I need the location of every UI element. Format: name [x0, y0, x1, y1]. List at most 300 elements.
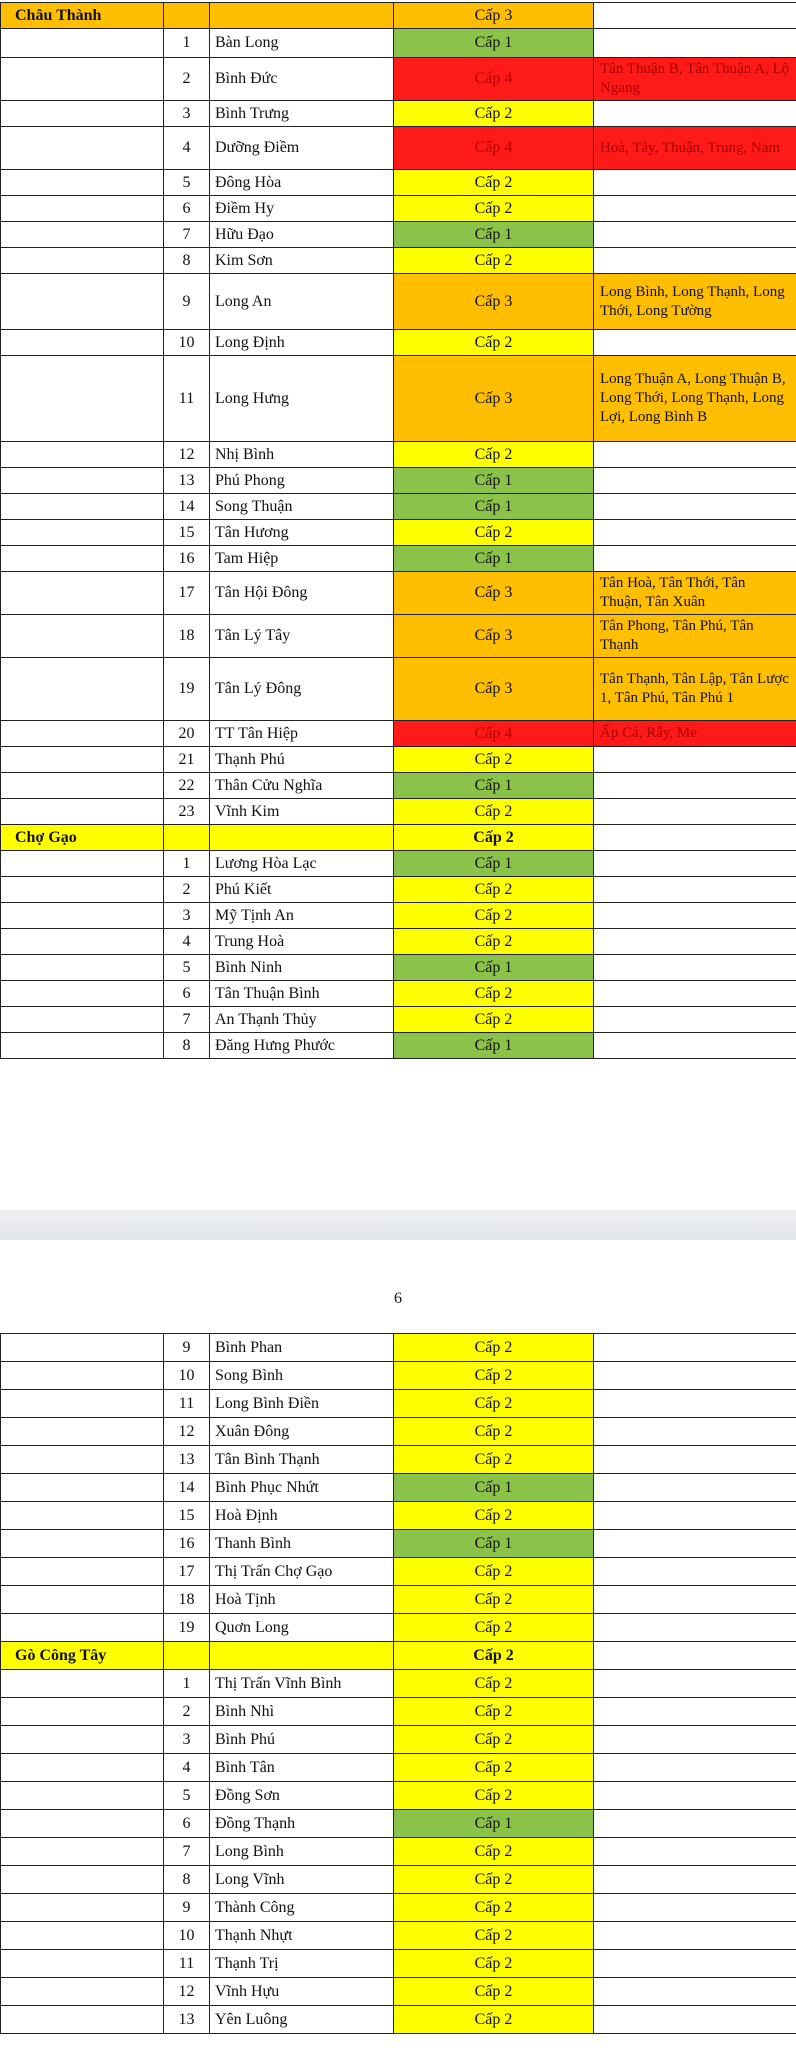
- table-row: [1, 658, 796, 721]
- risk-level: Cấp 3: [394, 274, 594, 330]
- table-row: [1, 851, 796, 877]
- table-row: [1, 799, 796, 825]
- row-number: 9: [164, 274, 210, 330]
- row-blank-district: [1, 1530, 164, 1558]
- commune-name: Long Vĩnh: [210, 1866, 394, 1894]
- district-header-row: [1, 3, 796, 29]
- commune-name: Thành Công: [210, 1894, 394, 1922]
- row-number: 8: [164, 1866, 210, 1894]
- affected-hamlets: [594, 1922, 796, 1950]
- risk-level: Cấp 2: [394, 330, 594, 356]
- table-row: [1, 1418, 796, 1446]
- row-blank-district: [1, 1726, 164, 1754]
- affected-hamlets: Long Bình, Long Thạnh, Long Thới, Long Tường: [594, 274, 796, 330]
- row-number: 18: [164, 615, 210, 658]
- row-blank-district: [1, 1558, 164, 1586]
- row-blank-district: [1, 468, 164, 494]
- risk-level: Cấp 2: [394, 1698, 594, 1726]
- risk-level: Cấp 2: [394, 520, 594, 546]
- table-row: [1, 101, 796, 127]
- row-blank-district: [1, 1922, 164, 1950]
- row-number: 2: [164, 58, 210, 101]
- table-row: [1, 773, 796, 799]
- row-number: 3: [164, 101, 210, 127]
- row-number: 7: [164, 1007, 210, 1033]
- risk-level: Cấp 1: [394, 851, 594, 877]
- risk-level: Cấp 4: [394, 127, 594, 170]
- risk-level: Cấp 2: [394, 1007, 594, 1033]
- affected-hamlets: [594, 1894, 796, 1922]
- affected-hamlets: [594, 903, 796, 929]
- row-number: 11: [164, 1390, 210, 1418]
- row-blank-district: [1, 1810, 164, 1838]
- district-blank-name: [210, 825, 394, 851]
- row-number: 15: [164, 520, 210, 546]
- risk-level: Cấp 2: [394, 170, 594, 196]
- row-blank-district: [1, 903, 164, 929]
- table-row: [1, 520, 796, 546]
- row-blank-district: [1, 330, 164, 356]
- commune-name: Tân Bình Thạnh: [210, 1446, 394, 1474]
- risk-level: Cấp 3: [394, 615, 594, 658]
- row-number: 1: [164, 851, 210, 877]
- commune-name: Long Hưng: [210, 356, 394, 442]
- row-number: 12: [164, 442, 210, 468]
- row-number: 12: [164, 1978, 210, 2006]
- table-row: [1, 29, 796, 58]
- row-blank-district: [1, 1390, 164, 1418]
- row-number: 17: [164, 1558, 210, 1586]
- affected-hamlets: [594, 1390, 796, 1418]
- row-number: 15: [164, 1502, 210, 1530]
- table-row: [1, 1558, 796, 1586]
- affected-hamlets: [594, 1558, 796, 1586]
- commune-name: Tam Hiệp: [210, 546, 394, 572]
- district-blank-name: [210, 1642, 394, 1670]
- affected-hamlets: [594, 1007, 796, 1033]
- affected-hamlets: [594, 520, 796, 546]
- row-blank-district: [1, 1782, 164, 1810]
- table-row: [1, 1362, 796, 1390]
- table-row: [1, 494, 796, 520]
- row-number: 23: [164, 799, 210, 825]
- row-number: 20: [164, 721, 210, 747]
- risk-level: Cấp 3: [394, 658, 594, 721]
- affected-hamlets: [594, 546, 796, 572]
- table-row: [1, 248, 796, 274]
- risk-level: Cấp 1: [394, 29, 594, 58]
- affected-hamlets: [594, 1362, 796, 1390]
- row-blank-district: [1, 955, 164, 981]
- affected-hamlets: [594, 222, 796, 248]
- affected-hamlets: [594, 1334, 796, 1362]
- row-number: 11: [164, 1950, 210, 1978]
- row-number: 1: [164, 29, 210, 58]
- table-row: [1, 1726, 796, 1754]
- table-row: [1, 1754, 796, 1782]
- row-blank-district: [1, 572, 164, 615]
- risk-level: Cấp 2: [394, 1978, 594, 2006]
- risk-level: Cấp 3: [394, 356, 594, 442]
- affected-hamlets: [594, 1838, 796, 1866]
- district-blank-stt: [164, 1642, 210, 1670]
- risk-level: Cấp 2: [394, 248, 594, 274]
- risk-level: Cấp 1: [394, 468, 594, 494]
- commune-name: Tân Hương: [210, 520, 394, 546]
- risk-level: Cấp 2: [394, 442, 594, 468]
- row-number: 10: [164, 1362, 210, 1390]
- row-blank-district: [1, 58, 164, 101]
- risk-level: Cấp 2: [394, 1334, 594, 1362]
- table-row: [1, 1782, 796, 1810]
- row-number: 13: [164, 1446, 210, 1474]
- table-row: [1, 330, 796, 356]
- row-blank-district: [1, 546, 164, 572]
- risk-level: Cấp 2: [394, 2006, 594, 2034]
- row-blank-district: [1, 1007, 164, 1033]
- row-blank-district: [1, 851, 164, 877]
- affected-hamlets: Long Thuận A, Long Thuận B, Long Thới, Long Thạnh, Long Lợi, Long Bình B: [594, 356, 796, 442]
- row-blank-district: [1, 615, 164, 658]
- row-blank-district: [1, 1362, 164, 1390]
- table-row: [1, 955, 796, 981]
- affected-hamlets: Hoà, Tây, Thuận, Trung, Nam: [594, 127, 796, 170]
- commune-name: Song Bình: [210, 1362, 394, 1390]
- affected-hamlets: [594, 929, 796, 955]
- commune-name: Tân Lý Đông: [210, 658, 394, 721]
- commune-name: Long Bình: [210, 1838, 394, 1866]
- affected-hamlets: [594, 1754, 796, 1782]
- table-row: [1, 572, 796, 615]
- table-row: [1, 929, 796, 955]
- affected-hamlets: [594, 2006, 796, 2034]
- table-row: [1, 1033, 796, 1059]
- risk-level: Cấp 1: [394, 773, 594, 799]
- row-blank-district: [1, 1894, 164, 1922]
- row-number: 6: [164, 981, 210, 1007]
- table-row: [1, 1502, 796, 1530]
- risk-level: Cấp 1: [394, 1530, 594, 1558]
- row-blank-district: [1, 929, 164, 955]
- commune-name: Thạnh Nhựt: [210, 1922, 394, 1950]
- row-number: 10: [164, 330, 210, 356]
- row-blank-district: [1, 1838, 164, 1866]
- row-blank-district: [1, 196, 164, 222]
- row-blank-district: [1, 29, 164, 58]
- table-row: [1, 1922, 796, 1950]
- row-blank-district: [1, 1586, 164, 1614]
- risk-level: Cấp 2: [394, 1726, 594, 1754]
- risk-level: Cấp 2: [394, 196, 594, 222]
- commune-name: Tân Hội Đông: [210, 572, 394, 615]
- risk-level: Cấp 2: [394, 1866, 594, 1894]
- risk-level: Cấp 2: [394, 877, 594, 903]
- risk-level: Cấp 2: [394, 1754, 594, 1782]
- row-number: 13: [164, 468, 210, 494]
- commune-name: Đồng Sơn: [210, 1782, 394, 1810]
- risk-level: Cấp 2: [394, 981, 594, 1007]
- table-row: [1, 981, 796, 1007]
- district-name: Chợ Gạo: [1, 825, 164, 851]
- commune-name: Bàn Long: [210, 29, 394, 58]
- risk-level: Cấp 4: [394, 58, 594, 101]
- affected-hamlets: [594, 877, 796, 903]
- risk-level: Cấp 1: [394, 494, 594, 520]
- table-row: [1, 1614, 796, 1642]
- risk-level: Cấp 2: [394, 903, 594, 929]
- district-name: Châu Thành: [1, 3, 164, 29]
- affected-hamlets: Ấp Cá, Rẫy, Me: [594, 721, 796, 747]
- table-row: [1, 615, 796, 658]
- risk-level: Cấp 2: [394, 1558, 594, 1586]
- affected-hamlets: [594, 1418, 796, 1446]
- row-number: 9: [164, 1334, 210, 1362]
- district-header-row: [1, 825, 796, 851]
- row-blank-district: [1, 1474, 164, 1502]
- risk-level: Cấp 2: [394, 929, 594, 955]
- commune-name: Bình Nhì: [210, 1698, 394, 1726]
- affected-hamlets: [594, 799, 796, 825]
- commune-name: Trung Hoà: [210, 929, 394, 955]
- table-row: [1, 903, 796, 929]
- row-blank-district: [1, 773, 164, 799]
- risk-level: Cấp 2: [394, 1950, 594, 1978]
- row-number: 3: [164, 903, 210, 929]
- commune-name: Thị Trấn Chợ Gạo: [210, 1558, 394, 1586]
- commune-name: Yên Luông: [210, 2006, 394, 2034]
- row-number: 12: [164, 1418, 210, 1446]
- row-blank-district: [1, 1418, 164, 1446]
- page-number: 6: [394, 1290, 402, 1307]
- row-blank-district: [1, 1502, 164, 1530]
- row-blank-district: [1, 248, 164, 274]
- table-row: [1, 170, 796, 196]
- risk-level: Cấp 2: [394, 1390, 594, 1418]
- risk-level: Cấp 1: [394, 546, 594, 572]
- affected-hamlets: [594, 1033, 796, 1059]
- row-number: 8: [164, 1033, 210, 1059]
- page-separator: [0, 1210, 796, 1240]
- risk-level: Cấp 1: [394, 1033, 594, 1059]
- row-blank-district: [1, 1033, 164, 1059]
- table-row: [1, 127, 796, 170]
- risk-level: Cấp 2: [394, 1838, 594, 1866]
- row-blank-district: [1, 170, 164, 196]
- risk-level: Cấp 2: [394, 799, 594, 825]
- commune-name: Xuân Đông: [210, 1418, 394, 1446]
- row-number: 4: [164, 929, 210, 955]
- affected-hamlets: [594, 1446, 796, 1474]
- district-name: Gò Công Tây: [1, 1642, 164, 1670]
- table-row: [1, 468, 796, 494]
- affected-hamlets: [594, 494, 796, 520]
- row-blank-district: [1, 1614, 164, 1642]
- commune-name: Bình Phú: [210, 1726, 394, 1754]
- risk-level: Cấp 2: [394, 1922, 594, 1950]
- commune-name: Long An: [210, 274, 394, 330]
- row-number: 8: [164, 248, 210, 274]
- table-row: [1, 1474, 796, 1502]
- row-number: 2: [164, 877, 210, 903]
- affected-hamlets: [594, 1810, 796, 1838]
- table-row: [1, 1446, 796, 1474]
- affected-hamlets: [594, 1530, 796, 1558]
- commune-name: Quơn Long: [210, 1614, 394, 1642]
- table-row: [1, 747, 796, 773]
- commune-name: Thạnh Phú: [210, 747, 394, 773]
- risk-level: Cấp 1: [394, 222, 594, 248]
- affected-hamlets: [594, 29, 796, 58]
- affected-hamlets: [594, 1474, 796, 1502]
- affected-hamlets: [594, 1614, 796, 1642]
- row-number: 19: [164, 658, 210, 721]
- risk-level: Cấp 2: [394, 1362, 594, 1390]
- commune-name: Song Thuận: [210, 494, 394, 520]
- row-blank-district: [1, 1698, 164, 1726]
- table-row: [1, 1390, 796, 1418]
- affected-hamlets: [594, 1726, 796, 1754]
- affected-hamlets: [594, 1670, 796, 1698]
- row-number: 6: [164, 1810, 210, 1838]
- commune-name: Thạnh Trị: [210, 1950, 394, 1978]
- affected-hamlets: Tân Thuận B, Tân Thuận A, Lộ Ngang: [594, 58, 796, 101]
- district-note: [594, 825, 796, 851]
- row-number: 3: [164, 1726, 210, 1754]
- table-row: [1, 1950, 796, 1978]
- affected-hamlets: [594, 1950, 796, 1978]
- commune-name: Bình Tân: [210, 1754, 394, 1782]
- row-blank-district: [1, 520, 164, 546]
- row-blank-district: [1, 981, 164, 1007]
- row-number: 1: [164, 1670, 210, 1698]
- row-blank-district: [1, 1670, 164, 1698]
- commune-name: Đông Hòa: [210, 170, 394, 196]
- commune-name: Vĩnh Kim: [210, 799, 394, 825]
- risk-level: Cấp 2: [394, 1670, 594, 1698]
- row-number: 19: [164, 1614, 210, 1642]
- affected-hamlets: [594, 1502, 796, 1530]
- risk-level: Cấp 2: [394, 1894, 594, 1922]
- row-blank-district: [1, 877, 164, 903]
- district-level: Cấp 2: [394, 825, 594, 851]
- commune-name: Tân Thuận Bình: [210, 981, 394, 1007]
- row-blank-district: [1, 222, 164, 248]
- commune-name: Bình Phan: [210, 1334, 394, 1362]
- district-blank-name: [210, 3, 394, 29]
- row-blank-district: [1, 1754, 164, 1782]
- risk-level: Cấp 1: [394, 1474, 594, 1502]
- affected-hamlets: Tân Thạnh, Tân Lập, Tân Lược 1, Tân Phú, Tân Phú 1: [594, 658, 796, 721]
- risk-level: Cấp 2: [394, 1446, 594, 1474]
- affected-hamlets: [594, 1586, 796, 1614]
- risk-level: Cấp 4: [394, 721, 594, 747]
- affected-hamlets: [594, 468, 796, 494]
- affected-hamlets: Tân Hoà, Tân Thới, Tân Thuận, Tân Xuân: [594, 572, 796, 615]
- affected-hamlets: [594, 101, 796, 127]
- row-number: 7: [164, 1838, 210, 1866]
- affected-hamlets: [594, 196, 796, 222]
- row-number: 14: [164, 494, 210, 520]
- risk-level: Cấp 2: [394, 1614, 594, 1642]
- row-blank-district: [1, 356, 164, 442]
- row-number: 5: [164, 170, 210, 196]
- commune-name: Đồng Thạnh: [210, 1810, 394, 1838]
- table-row: [1, 442, 796, 468]
- row-number: 2: [164, 1698, 210, 1726]
- row-number: 11: [164, 356, 210, 442]
- table-row: [1, 1334, 796, 1362]
- affected-hamlets: [594, 330, 796, 356]
- commune-name: Vĩnh Hựu: [210, 1978, 394, 2006]
- row-blank-district: [1, 799, 164, 825]
- affected-hamlets: [594, 851, 796, 877]
- risk-level-table-page-2: [0, 1333, 796, 2034]
- table-row: [1, 1838, 796, 1866]
- table-row: [1, 1670, 796, 1698]
- commune-name: Phú Kiết: [210, 877, 394, 903]
- table-row: [1, 1810, 796, 1838]
- commune-name: Long Bình Điền: [210, 1390, 394, 1418]
- district-blank-stt: [164, 825, 210, 851]
- affected-hamlets: [594, 442, 796, 468]
- row-blank-district: [1, 101, 164, 127]
- affected-hamlets: [594, 1978, 796, 2006]
- district-note: [594, 1642, 796, 1670]
- table-row: [1, 1530, 796, 1558]
- risk-level: Cấp 2: [394, 747, 594, 773]
- table-row: [1, 1586, 796, 1614]
- row-number: 4: [164, 1754, 210, 1782]
- commune-name: Mỹ Tịnh An: [210, 903, 394, 929]
- row-number: 6: [164, 196, 210, 222]
- affected-hamlets: [594, 1866, 796, 1894]
- table-row: [1, 222, 796, 248]
- table-row: [1, 2006, 796, 2034]
- table-row: [1, 1894, 796, 1922]
- row-blank-district: [1, 1950, 164, 1978]
- row-number: 17: [164, 572, 210, 615]
- table-row: [1, 721, 796, 747]
- commune-name: Thanh Bình: [210, 1530, 394, 1558]
- district-level: Cấp 3: [394, 3, 594, 29]
- row-blank-district: [1, 442, 164, 468]
- commune-name: Bình Phục Nhứt: [210, 1474, 394, 1502]
- commune-name: Kim Sơn: [210, 248, 394, 274]
- row-blank-district: [1, 658, 164, 721]
- commune-name: Hoà Tịnh: [210, 1586, 394, 1614]
- row-blank-district: [1, 747, 164, 773]
- commune-name: Phú Phong: [210, 468, 394, 494]
- commune-name: Lương Hòa Lạc: [210, 851, 394, 877]
- table-row: [1, 356, 796, 442]
- row-number: 7: [164, 222, 210, 248]
- affected-hamlets: [594, 248, 796, 274]
- table-row: [1, 274, 796, 330]
- risk-level: Cấp 2: [394, 1502, 594, 1530]
- row-number: 5: [164, 1782, 210, 1810]
- row-number: 5: [164, 955, 210, 981]
- risk-level: Cấp 2: [394, 1418, 594, 1446]
- risk-level: Cấp 2: [394, 101, 594, 127]
- affected-hamlets: Tân Phong, Tân Phú, Tân Thạnh: [594, 615, 796, 658]
- row-number: 22: [164, 773, 210, 799]
- affected-hamlets: [594, 170, 796, 196]
- commune-name: Điềm Hy: [210, 196, 394, 222]
- table-row: [1, 877, 796, 903]
- commune-name: Đăng Hưng Phước: [210, 1033, 394, 1059]
- row-blank-district: [1, 1866, 164, 1894]
- risk-level: Cấp 3: [394, 572, 594, 615]
